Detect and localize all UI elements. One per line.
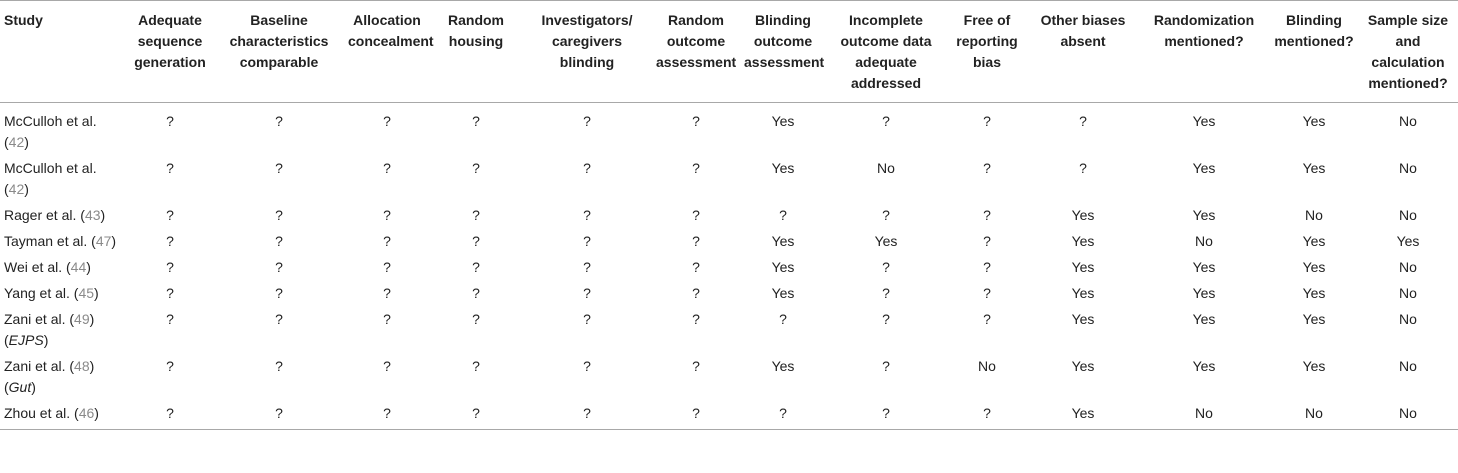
study-cell [0,103,126,155]
rating-cell: ? [472,233,480,249]
table-row [0,352,1458,399]
rating-cell: ? [692,207,700,223]
rating-cell: ? [275,259,283,275]
rating-cell: ? [983,113,991,129]
rating-cell: ? [472,311,480,327]
rating-cell: Yes [1396,233,1420,249]
rating-cell: ? [126,399,214,430]
study-name: McCulloh et al. ( [4,113,97,150]
journal-name: EJPS [8,332,44,348]
study-name: Rager et al. ( [4,207,85,223]
column-header: Baseline characteristics comparable [214,1,344,103]
rating-cell: Yes [1302,233,1326,249]
rating-cell: ? [166,285,174,301]
rating-cell: Yes [771,113,795,129]
rating-cell: ? [983,207,991,223]
rating-cell: Yes [874,233,898,249]
column-header: Blinding outcome assessment [740,1,826,103]
study-name-close: ) [86,259,91,275]
rating-cell: ? [383,285,391,301]
study-name-close: ) [24,181,29,197]
table-row [0,253,1458,279]
rating-cell: ? [166,259,174,275]
rating-cell: ? [472,358,480,374]
study-name-close: ) [94,285,99,301]
study-name: Zani et al. ( [4,311,75,327]
rating-cell: Yes [1071,311,1095,327]
study-cell [0,253,126,279]
reference-link[interactable]: 49 [74,311,90,327]
column-header: Adequate sequence generation [126,1,214,103]
rating-cell: Yes [1192,207,1216,223]
rating-cell: ? [983,160,991,176]
study-name: Yang et al. ( [4,285,79,301]
rating-cell: ? [275,233,283,249]
rating-cell: ? [275,113,283,129]
rating-cell: Yes [1071,207,1095,223]
rating-cell: No [1399,259,1417,275]
rating-cell: No [1138,399,1270,430]
rating-cell: ? [214,399,344,430]
rating-cell: ? [692,113,700,129]
column-header: Random housing [430,1,522,103]
rating-cell: Yes [1302,358,1326,374]
rating-cell: ? [472,259,480,275]
column-header: Random outcome assessment [652,1,740,103]
reference-link[interactable]: 42 [8,181,25,197]
reference-link[interactable]: 44 [70,259,87,275]
rating-cell: ? [383,259,391,275]
column-header: Other biases absent [1028,1,1138,103]
study-name: McCulloh et al. ( [4,160,97,197]
rating-cell: No [1195,233,1213,249]
reference-link[interactable]: 47 [95,233,112,249]
rating-cell: ? [430,399,522,430]
column-header: Incomplete outcome data adequate addressed [826,1,946,103]
rating-cell: No [1358,399,1458,430]
column-header: Blinding mentioned? [1270,1,1358,103]
study-cell: Zani et al. (49) (EJPS) [4,311,95,348]
rating-cell: Yes [1071,259,1095,275]
rating-cell: ? [983,311,991,327]
rating-cell: Yes [1302,160,1326,176]
column-header: Study [0,1,126,103]
rating-cell: ? [983,285,991,301]
study-name: Tayman et al. ( [4,233,96,249]
study-name-close: ) [24,134,29,150]
rating-cell: Yes [771,233,795,249]
rating-cell: ? [344,399,430,430]
rating-cell: ? [166,160,174,176]
reference-link[interactable]: 43 [84,207,101,223]
rating-cell: ? [692,259,700,275]
rating-cell: ? [166,358,174,374]
study-cell [0,201,126,227]
rating-cell: ? [383,311,391,327]
study-name-close: ) [94,405,99,421]
rating-cell: ? [166,207,174,223]
rating-cell: Yes [1302,259,1326,275]
rating-cell: No [1399,113,1417,129]
rating-cell: ? [652,399,740,430]
rating-cell: Yes [1192,285,1216,301]
rating-cell: ? [779,207,787,223]
rating-cell: ? [882,259,890,275]
rating-cell: Yes [1192,311,1216,327]
rating-cell: Yes [1192,160,1216,176]
study-name-close: ) [111,233,117,249]
header-row [0,1,1458,103]
rating-cell: ? [882,358,890,374]
study-cell [0,227,126,253]
study-name: Zani et al. ( [4,358,75,374]
rating-cell: No [1399,311,1417,327]
rating-cell: ? [583,259,591,275]
rating-cell: Yes [1302,113,1326,129]
rating-cell: ? [583,233,591,249]
rating-cell: ? [275,311,283,327]
study-name-close: ) [100,207,106,223]
rating-cell: ? [166,113,174,129]
rating-cell: ? [383,358,391,374]
rating-cell: ? [946,399,1028,430]
rating-cell: ? [692,358,700,374]
rating-cell: ? [1079,160,1087,176]
rating-cell: No [1399,160,1417,176]
reference-link[interactable]: 42 [8,134,25,150]
rating-cell: ? [882,311,890,327]
reference-link[interactable]: 45 [78,285,95,301]
rating-cell: No [1399,285,1417,301]
study-cell [0,154,126,201]
rating-cell: ? [692,160,700,176]
rating-cell: Yes [1302,311,1326,327]
rating-cell: ? [779,311,787,327]
table-row [0,103,1458,155]
column-header: Free of reporting bias [946,1,1028,103]
rating-cell: No [1399,207,1417,223]
rating-cell: Yes [1192,113,1216,129]
rating-cell: Yes [1028,399,1138,430]
rating-cell: ? [983,233,991,249]
rating-cell: ? [383,113,391,129]
rating-cell: ? [472,160,480,176]
rating-cell: ? [275,207,283,223]
rating-cell: ? [740,399,826,430]
rating-cell: ? [692,233,700,249]
study-cell: Zani et al. (48) (Gut) [4,358,95,395]
column-header: Investigators/ caregivers blinding [522,1,652,103]
rating-cell: Yes [1192,259,1216,275]
study-cell [0,279,126,305]
rating-cell: Yes [771,358,795,374]
rating-cell: No [877,160,895,176]
rating-cell: ? [275,160,283,176]
rating-cell: No [1305,207,1323,223]
rating-cell: ? [383,233,391,249]
rating-cell: ? [583,358,591,374]
reference-link[interactable]: 46 [78,405,95,421]
rating-cell: ? [275,358,283,374]
rating-cell: No [978,358,996,374]
rating-cell: ? [583,285,591,301]
study-cell [0,399,126,430]
rating-cell: ? [882,113,890,129]
rating-cell: ? [472,285,480,301]
rating-cell: ? [983,259,991,275]
rating-cell: ? [383,160,391,176]
rating-cell: No [1270,399,1358,430]
rating-cell: ? [583,311,591,327]
rating-cell: Yes [1302,285,1326,301]
rating-cell: Yes [771,285,795,301]
table-row [0,279,1458,305]
rating-cell: ? [166,311,174,327]
rating-cell: ? [583,113,591,129]
study-name-close: ) [89,311,95,327]
rating-cell: ? [522,399,652,430]
rating-cell: Yes [1071,233,1095,249]
column-header: Allocation concealment [344,1,430,103]
rating-cell: No [1399,358,1417,374]
rating-cell: ? [166,233,174,249]
rating-cell: ? [275,285,283,301]
rating-cell: Yes [771,160,795,176]
rating-cell: Yes [771,259,795,275]
rating-cell: Yes [1071,358,1095,374]
study-name-close: ) [89,358,95,374]
study-name: Wei et al. ( [4,259,71,275]
rating-cell: ? [383,207,391,223]
rating-cell: ? [882,285,890,301]
rating-cell: ? [583,160,591,176]
table-row [0,201,1458,227]
rating-cell: Yes [1192,358,1216,374]
rating-cell: ? [826,399,946,430]
rating-cell: ? [472,113,480,129]
column-header: Sample size and calculation mentioned? [1358,1,1458,103]
study-name: Zhou et al. ( [4,405,79,421]
table-row [0,305,1458,352]
rating-cell: Yes [1071,285,1095,301]
rating-cell: ? [1079,113,1087,129]
journal-name: Gut [8,379,32,395]
table-row [0,154,1458,201]
rating-cell: ? [472,207,480,223]
rating-cell: ? [692,311,700,327]
reference-link[interactable]: 48 [74,358,90,374]
table-body [0,103,1458,430]
rating-cell: ? [882,207,890,223]
rating-cell: ? [583,207,591,223]
table-row [0,227,1458,253]
rating-cell: ? [692,285,700,301]
column-header: Randomization mentioned? [1138,1,1270,103]
table-row [0,399,1458,430]
